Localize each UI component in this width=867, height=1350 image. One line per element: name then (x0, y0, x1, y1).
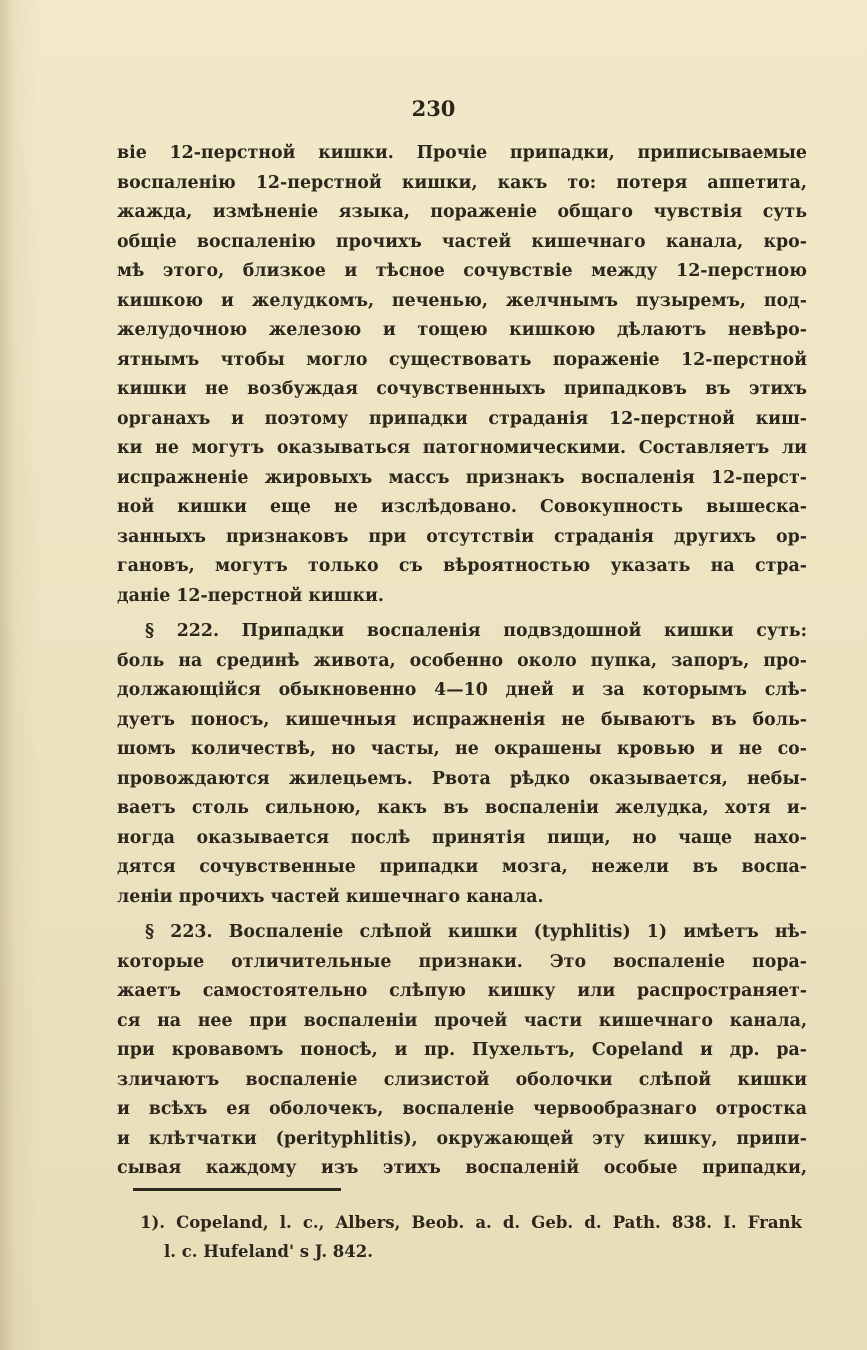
footnote-line: l. c. Hufeland' s J. 842. (164, 1242, 373, 1261)
text-line: провождаются жилецьемъ. Рвота рѣдко оказывается, небы- (117, 768, 807, 789)
body-text (117, 139, 807, 1184)
text-line: желудочною железою и тощею кишкою дѣлаютъ невѣро- (117, 320, 807, 340)
text-line: кишки не возбуждая сочувственныхъ припадковъ въ этихъ (117, 379, 807, 399)
footnote-divider (133, 1188, 341, 1191)
text-line: ятнымъ чтобы могло существовать пораженіе 12-перстной (117, 349, 807, 370)
text-line: кишкою и желудкомъ, печенью, желчнымъ пузыремъ, под- (117, 290, 807, 311)
text-line: ки не могутъ оказываться патогномическими. Составляетъ ли (117, 438, 807, 458)
text-line: шомъ количествѣ, но часты, не окрашены кровью и не со- (117, 739, 807, 759)
text-line: испражненіе жировыхъ массъ признакъ воспаленія 12-перст- (117, 467, 807, 488)
text-line: общіе воспаленію прочихъ частей кишечнаго канала, кро- (117, 231, 807, 252)
text-line: боль на срединѣ живота, особенно около пупка, запоръ, про- (117, 650, 807, 671)
text-line: жажда, измѣненіе языка, пораженіе общаго чувствія суть (117, 202, 807, 222)
text-line: и всѣхъ ея оболочекъ, воспаленіе червообразнаго отростка (117, 1099, 807, 1119)
text-line: ся на нее при воспаленіи прочей части кишечнаго канала, (117, 1010, 807, 1031)
text-line: § 222. Припадки воспаленія подвздошной кишки суть: (145, 621, 807, 641)
text-line: зличаютъ воспаленіе слизистой оболочки слѣпой кишки (117, 1069, 807, 1090)
text-line: занныхъ признаковъ при отсутствіи страданія другихъ ор- (117, 526, 807, 547)
text-line: сывая каждому изъ этихъ воспаленій особые припадки, (117, 1158, 807, 1178)
text-line: ногда оказывается послѣ принятія пищи, но чаще нахо- (117, 827, 807, 848)
text-line: дуетъ поносъ, кишечныя испражненія не бываютъ въ боль- (117, 709, 807, 730)
footnote (140, 1208, 802, 1266)
paragraph-section-223 (117, 918, 807, 1184)
text-line: и клѣтчатки (perityphlitis), окружающей эту кишку, припи- (117, 1128, 807, 1149)
paragraph-duodenum-continued (117, 139, 807, 611)
text-line: мѣ этого, близкое и тѣсное сочувствіе между 12-перстною (117, 261, 807, 281)
text-line: § 223. Воспаленіе слѣпой кишки (typhlitis) 1) имѣетъ нѣ- (145, 922, 807, 942)
text-line: воспаленію 12-перстной кишки, какъ то: потеря аппетита, (117, 172, 807, 193)
text-line: леніи прочихъ частей кишечнаго канала. (117, 886, 544, 907)
text-line: должающійся обыкновенно 4—10 дней и за которымъ слѣ- (117, 680, 807, 700)
paragraph-section-222 (117, 617, 807, 912)
page-number: 230 (411, 96, 456, 121)
text-line: даніе 12-перстной кишки. (117, 585, 384, 606)
text-line: гановъ, могутъ только съ вѣроятностью указать на стра- (117, 556, 807, 576)
text-line: дятся сочувственные припадки мозга, нежели въ воспа- (117, 857, 807, 877)
text-line: при кровавомъ поносѣ, и пр. Пухельтъ, Copeland и др. ра- (117, 1040, 807, 1060)
text-line: віе 12-перстной кишки. Прочіе припадки, приписываемые (117, 143, 807, 163)
text-line: ной кишки еще не изслѣдовано. Совокупность вышеска- (117, 497, 807, 517)
text-line: органахъ и поэтому припадки страданія 12-перстной киш- (117, 408, 807, 429)
text-line: жаетъ самостоятельно слѣпую кишку или распространяет- (117, 981, 807, 1001)
footnote-line: 1). Copeland, l. c., Albers, Beob. a. d. Geb. d. Path. 838. I. Frank (140, 1213, 802, 1232)
text-line: ваетъ столь сильною, какъ въ воспаленіи желудка, хотя и- (117, 798, 807, 818)
text-line: которые отличительные признаки. Это воспаленіе пора- (117, 951, 807, 972)
